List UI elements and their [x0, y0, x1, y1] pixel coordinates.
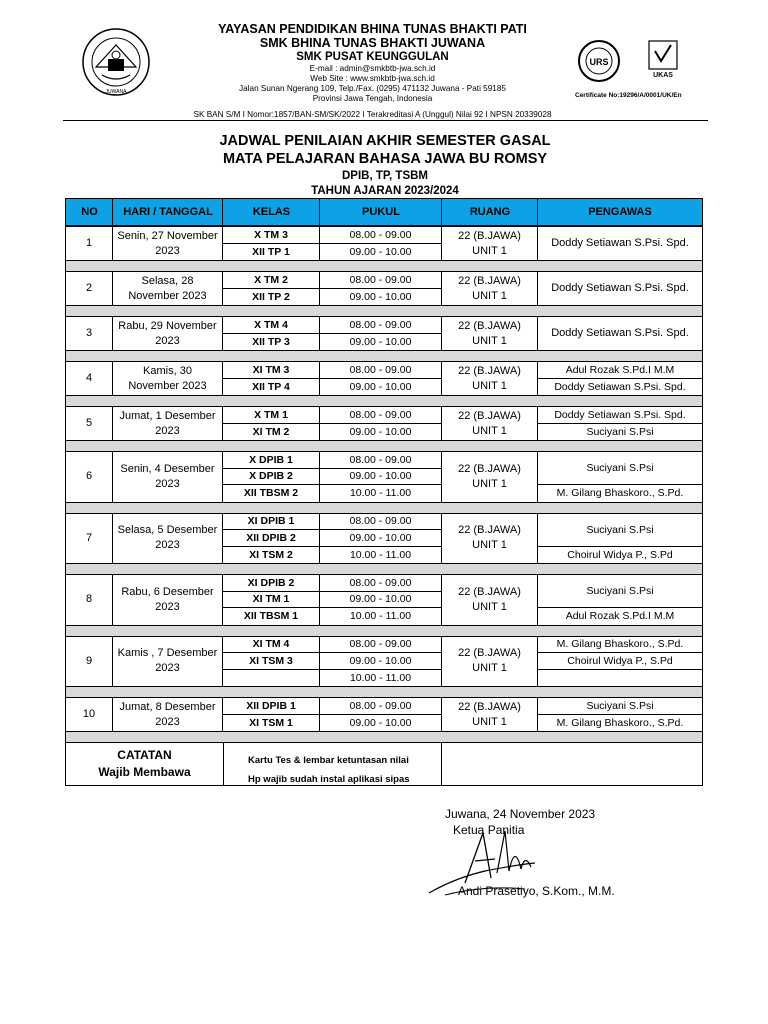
- address-line: Jalan Sunan Ngerang 109, Telp./Fax. (0295) 471132 Juwana - Pati 59185: [239, 84, 506, 93]
- row-class: X TM 1: [223, 407, 319, 424]
- row-room: 22 (B.JAWA) UNIT 1: [458, 585, 521, 613]
- row-time: 08.00 - 09.00: [320, 272, 441, 289]
- table-row: [65, 361, 703, 396]
- row-time: 08.00 - 09.00: [320, 362, 441, 379]
- row-class: XI TSM 3: [223, 653, 319, 670]
- row-class: XII TP 1: [252, 245, 290, 258]
- row-class: XI TM 3: [223, 362, 319, 379]
- school-name: SMK BHINA TUNAS BHAKTI JUWANA: [259, 36, 486, 50]
- signature-place-date: Juwana, 24 November 2023: [445, 807, 596, 821]
- row-class: XII TBSM 2: [243, 487, 299, 500]
- row-separator: [65, 732, 703, 742]
- row-class: X DPIB 2: [223, 469, 319, 486]
- row-time: 10.00 - 11.00: [349, 671, 412, 684]
- row-time: 08.00 - 09.00: [320, 514, 441, 531]
- ukas-mark: UKAS: [653, 72, 673, 79]
- row-supervisor: Adul Rozak S.Pd.I M.M: [565, 610, 675, 623]
- row-date: Selasa, 28 November 2023: [128, 274, 207, 302]
- notes-item: Kartu Tes & lembar ketuntasan nilai: [248, 755, 409, 766]
- logo-bottom-text: JUWANA: [105, 89, 127, 95]
- row-separator: [65, 687, 703, 697]
- row-supervisor: Adul Rozak S.Pd.I M.M: [538, 362, 702, 379]
- row-room: 22 (B.JAWA) UNIT 1: [458, 700, 521, 728]
- row-class: XI TSM 2: [249, 548, 293, 561]
- row-separator: [65, 503, 703, 513]
- row-class: X TM 4: [223, 317, 319, 334]
- row-room: 22 (B.JAWA) UNIT 1: [458, 364, 521, 392]
- row-class: XII DPIB 2: [223, 530, 319, 547]
- cert-badge-icon: [575, 37, 701, 85]
- row-number: 1: [85, 237, 93, 249]
- table-row: [65, 316, 703, 351]
- center-name: SMK PUSAT KEUNGGULAN: [296, 51, 449, 63]
- row-room: 22 (B.JAWA) UNIT 1: [458, 462, 521, 490]
- row-time: 09.00 - 10.00: [349, 245, 412, 258]
- row-supervisor: Choirul Widya P., S.Pd: [567, 548, 673, 561]
- email-line: E-mail : admin@smkbtb-jwa.sch.id: [309, 64, 436, 73]
- row-time: 09.00 - 10.00: [349, 335, 412, 348]
- row-room: 22 (B.JAWA) UNIT 1: [458, 319, 521, 347]
- row-time: 09.00 - 10.00: [349, 290, 412, 303]
- row-class: X TM 3: [223, 227, 319, 244]
- row-separator: [65, 441, 703, 451]
- notes-items: [223, 743, 442, 785]
- header-no: NO: [81, 206, 98, 218]
- row-class: XII TP 2: [252, 290, 290, 303]
- row-room: 22 (B.JAWA) UNIT 1: [458, 274, 521, 302]
- row-time: 10.00 - 11.00: [349, 487, 412, 500]
- row-class: XI TSM 1: [249, 716, 293, 729]
- province-line: Provinsi Jawa Tengah, Indonesia: [312, 94, 433, 103]
- row-separator: [65, 261, 703, 271]
- row-separator: [65, 306, 703, 316]
- row-date: Kamis , 7 Desember 2023: [117, 647, 218, 675]
- foundation-name: YAYASAN PENDIDIKAN BHINA TUNAS BHAKTI PATI: [218, 22, 527, 36]
- table-row: [65, 226, 703, 261]
- header-supervisor: PENGAWAS: [588, 206, 652, 218]
- document-title: [66, 132, 704, 199]
- letterhead: [0, 0, 768, 125]
- row-class: XII TBSM 1: [243, 610, 299, 623]
- row-room: 22 (B.JAWA) UNIT 1: [458, 647, 521, 675]
- row-date: Senin, 4 Desember 2023: [120, 462, 215, 490]
- table-header: [65, 198, 703, 226]
- row-supervisor: Doddy Setiawan S.Psi. Spd.: [551, 327, 689, 339]
- school-logo: [66, 27, 166, 97]
- title-line-4: TAHUN AJARAN 2023/2024: [311, 185, 459, 197]
- row-number: 8: [85, 593, 93, 606]
- notes-item: Hp wajib sudah instal aplikasi sipas: [248, 774, 410, 785]
- row-room: 22 (B.JAWA) UNIT 1: [458, 229, 521, 257]
- header-time: PUKUL: [362, 206, 400, 218]
- accreditation-line: SK BAN S/M I Nomor:1857/BAN-SM/SK/2022 I Terakreditasi A (Unggul) Nilai 92 I NPSN 20339028: [193, 110, 552, 119]
- notes-subtitle: Wajib Membawa: [98, 765, 191, 779]
- row-date: Kamis, 30 November 2023: [128, 364, 207, 392]
- row-number: 7: [85, 531, 93, 544]
- row-class: XII TP 4: [252, 380, 290, 393]
- row-date: Selasa, 5 Desember 2023: [117, 524, 218, 552]
- row-number: 6: [85, 470, 93, 483]
- title-line-3: DPIB, TP, TSBM: [341, 170, 429, 182]
- table-row: [65, 271, 703, 306]
- row-class: X TM 2: [223, 272, 319, 289]
- table-row: [65, 451, 703, 503]
- row-date: Jumat, 8 Desember 2023: [119, 700, 216, 728]
- row-date: Rabu, 29 November 2023: [118, 319, 217, 347]
- row-class: XII DPIB 1: [223, 698, 319, 715]
- row-number: 10: [82, 708, 96, 720]
- row-time: 08.00 - 09.00: [320, 452, 441, 469]
- signature-role: Ketua Panitia: [453, 823, 525, 837]
- row-time: 08.00 - 09.00: [320, 317, 441, 334]
- row-time: 09.00 - 10.00: [320, 653, 441, 670]
- row-time: 08.00 - 09.00: [320, 227, 441, 244]
- notes-label: [66, 743, 223, 785]
- table-row: [65, 406, 703, 441]
- row-room: 22 (B.JAWA) UNIT 1: [458, 524, 521, 552]
- row-number: 3: [85, 327, 93, 339]
- certification-logos: [575, 37, 701, 97]
- table-row: [65, 697, 703, 732]
- row-time: 08.00 - 09.00: [320, 637, 441, 654]
- row-number: 2: [85, 282, 93, 294]
- header-date: HARI / TANGGAL: [123, 206, 213, 218]
- row-supervisor: [538, 670, 702, 687]
- row-time: 08.00 - 09.00: [320, 575, 441, 592]
- row-time: 10.00 - 11.00: [349, 548, 412, 561]
- row-supervisor: Suciyani S.Psi: [538, 452, 702, 485]
- row-separator: [65, 564, 703, 574]
- header-room: RUANG: [469, 206, 511, 218]
- row-room: 22 (B.JAWA) UNIT 1: [458, 409, 521, 437]
- website-line: Web Site : www.smkbtb-jwa.sch.id: [310, 74, 435, 83]
- title-line-2: MATA PELAJARAN BAHASA JAWA BU ROMSY: [222, 151, 548, 167]
- row-supervisor: Doddy Setiawan S.Psi. Spd.: [538, 407, 702, 424]
- row-class: XII TP 3: [252, 335, 290, 348]
- row-separator: [65, 396, 703, 406]
- row-supervisor: Doddy Setiawan S.Psi. Spd.: [554, 380, 686, 393]
- table-row: [65, 636, 703, 688]
- row-supervisor: Doddy Setiawan S.Psi. Spd.: [551, 282, 689, 294]
- signer-name: Andi Prasetiyo, S.Kom., M.M.: [458, 884, 615, 898]
- row-time: 09.00 - 10.00: [320, 592, 441, 609]
- urs-mark: URS: [589, 57, 609, 67]
- row-date: Rabu, 6 Desember 2023: [121, 585, 214, 613]
- certificate-number: Certificate No:19296/A/0001/UK/En: [575, 92, 682, 99]
- row-separator: [65, 626, 703, 636]
- row-date: Jumat, 1 Desember 2023: [119, 409, 216, 437]
- header-class: KELAS: [252, 206, 291, 218]
- row-number: 4: [85, 372, 93, 384]
- row-time: 09.00 - 10.00: [320, 530, 441, 547]
- row-class: [223, 670, 319, 687]
- notes-title: CATATAN: [117, 748, 172, 762]
- row-supervisor: Suciyani S.Psi: [586, 425, 654, 438]
- row-class: XI TM 2: [252, 425, 290, 438]
- table-row: [65, 513, 703, 565]
- row-time: 09.00 - 10.00: [349, 716, 412, 729]
- table-row: [65, 574, 703, 626]
- row-date: Senin, 27 November 2023: [117, 229, 218, 257]
- row-supervisor: Suciyani S.Psi: [538, 698, 702, 715]
- row-separator: [65, 351, 703, 361]
- row-time: 09.00 - 10.00: [349, 425, 412, 438]
- letterhead-text: [170, 22, 575, 120]
- row-class: X DPIB 1: [223, 452, 319, 469]
- letterhead-divider: [63, 120, 708, 121]
- row-supervisor: Doddy Setiawan S.Psi. Spd.: [551, 237, 689, 249]
- row-supervisor: Suciyani S.Psi: [538, 575, 702, 608]
- row-class: XI DPIB 1: [223, 514, 319, 531]
- row-supervisor: M. Gilang Bhaskoro., S.Pd.: [538, 637, 702, 654]
- notes-row: [65, 742, 703, 786]
- row-time: 08.00 - 09.00: [320, 407, 441, 424]
- title-line-1: JADWAL PENILAIAN AKHIR SEMESTER GASAL: [219, 133, 551, 149]
- row-supervisor: Suciyani S.Psi: [538, 514, 702, 547]
- row-supervisor: Choirul Widya P., S.Pd: [538, 653, 702, 670]
- row-supervisor: M. Gilang Bhaskoro., S.Pd.: [556, 716, 684, 729]
- row-class: XI TM 1: [223, 592, 319, 609]
- row-class: XI TM 4: [223, 637, 319, 654]
- row-time: 09.00 - 10.00: [320, 469, 441, 486]
- row-class: XI DPIB 2: [223, 575, 319, 592]
- row-time: 10.00 - 11.00: [349, 610, 412, 623]
- row-number: 5: [85, 417, 93, 429]
- row-number: 9: [85, 654, 93, 667]
- row-time: 08.00 - 09.00: [320, 698, 441, 715]
- row-supervisor: M. Gilang Bhaskoro., S.Pd.: [556, 487, 684, 500]
- row-time: 09.00 - 10.00: [349, 380, 412, 393]
